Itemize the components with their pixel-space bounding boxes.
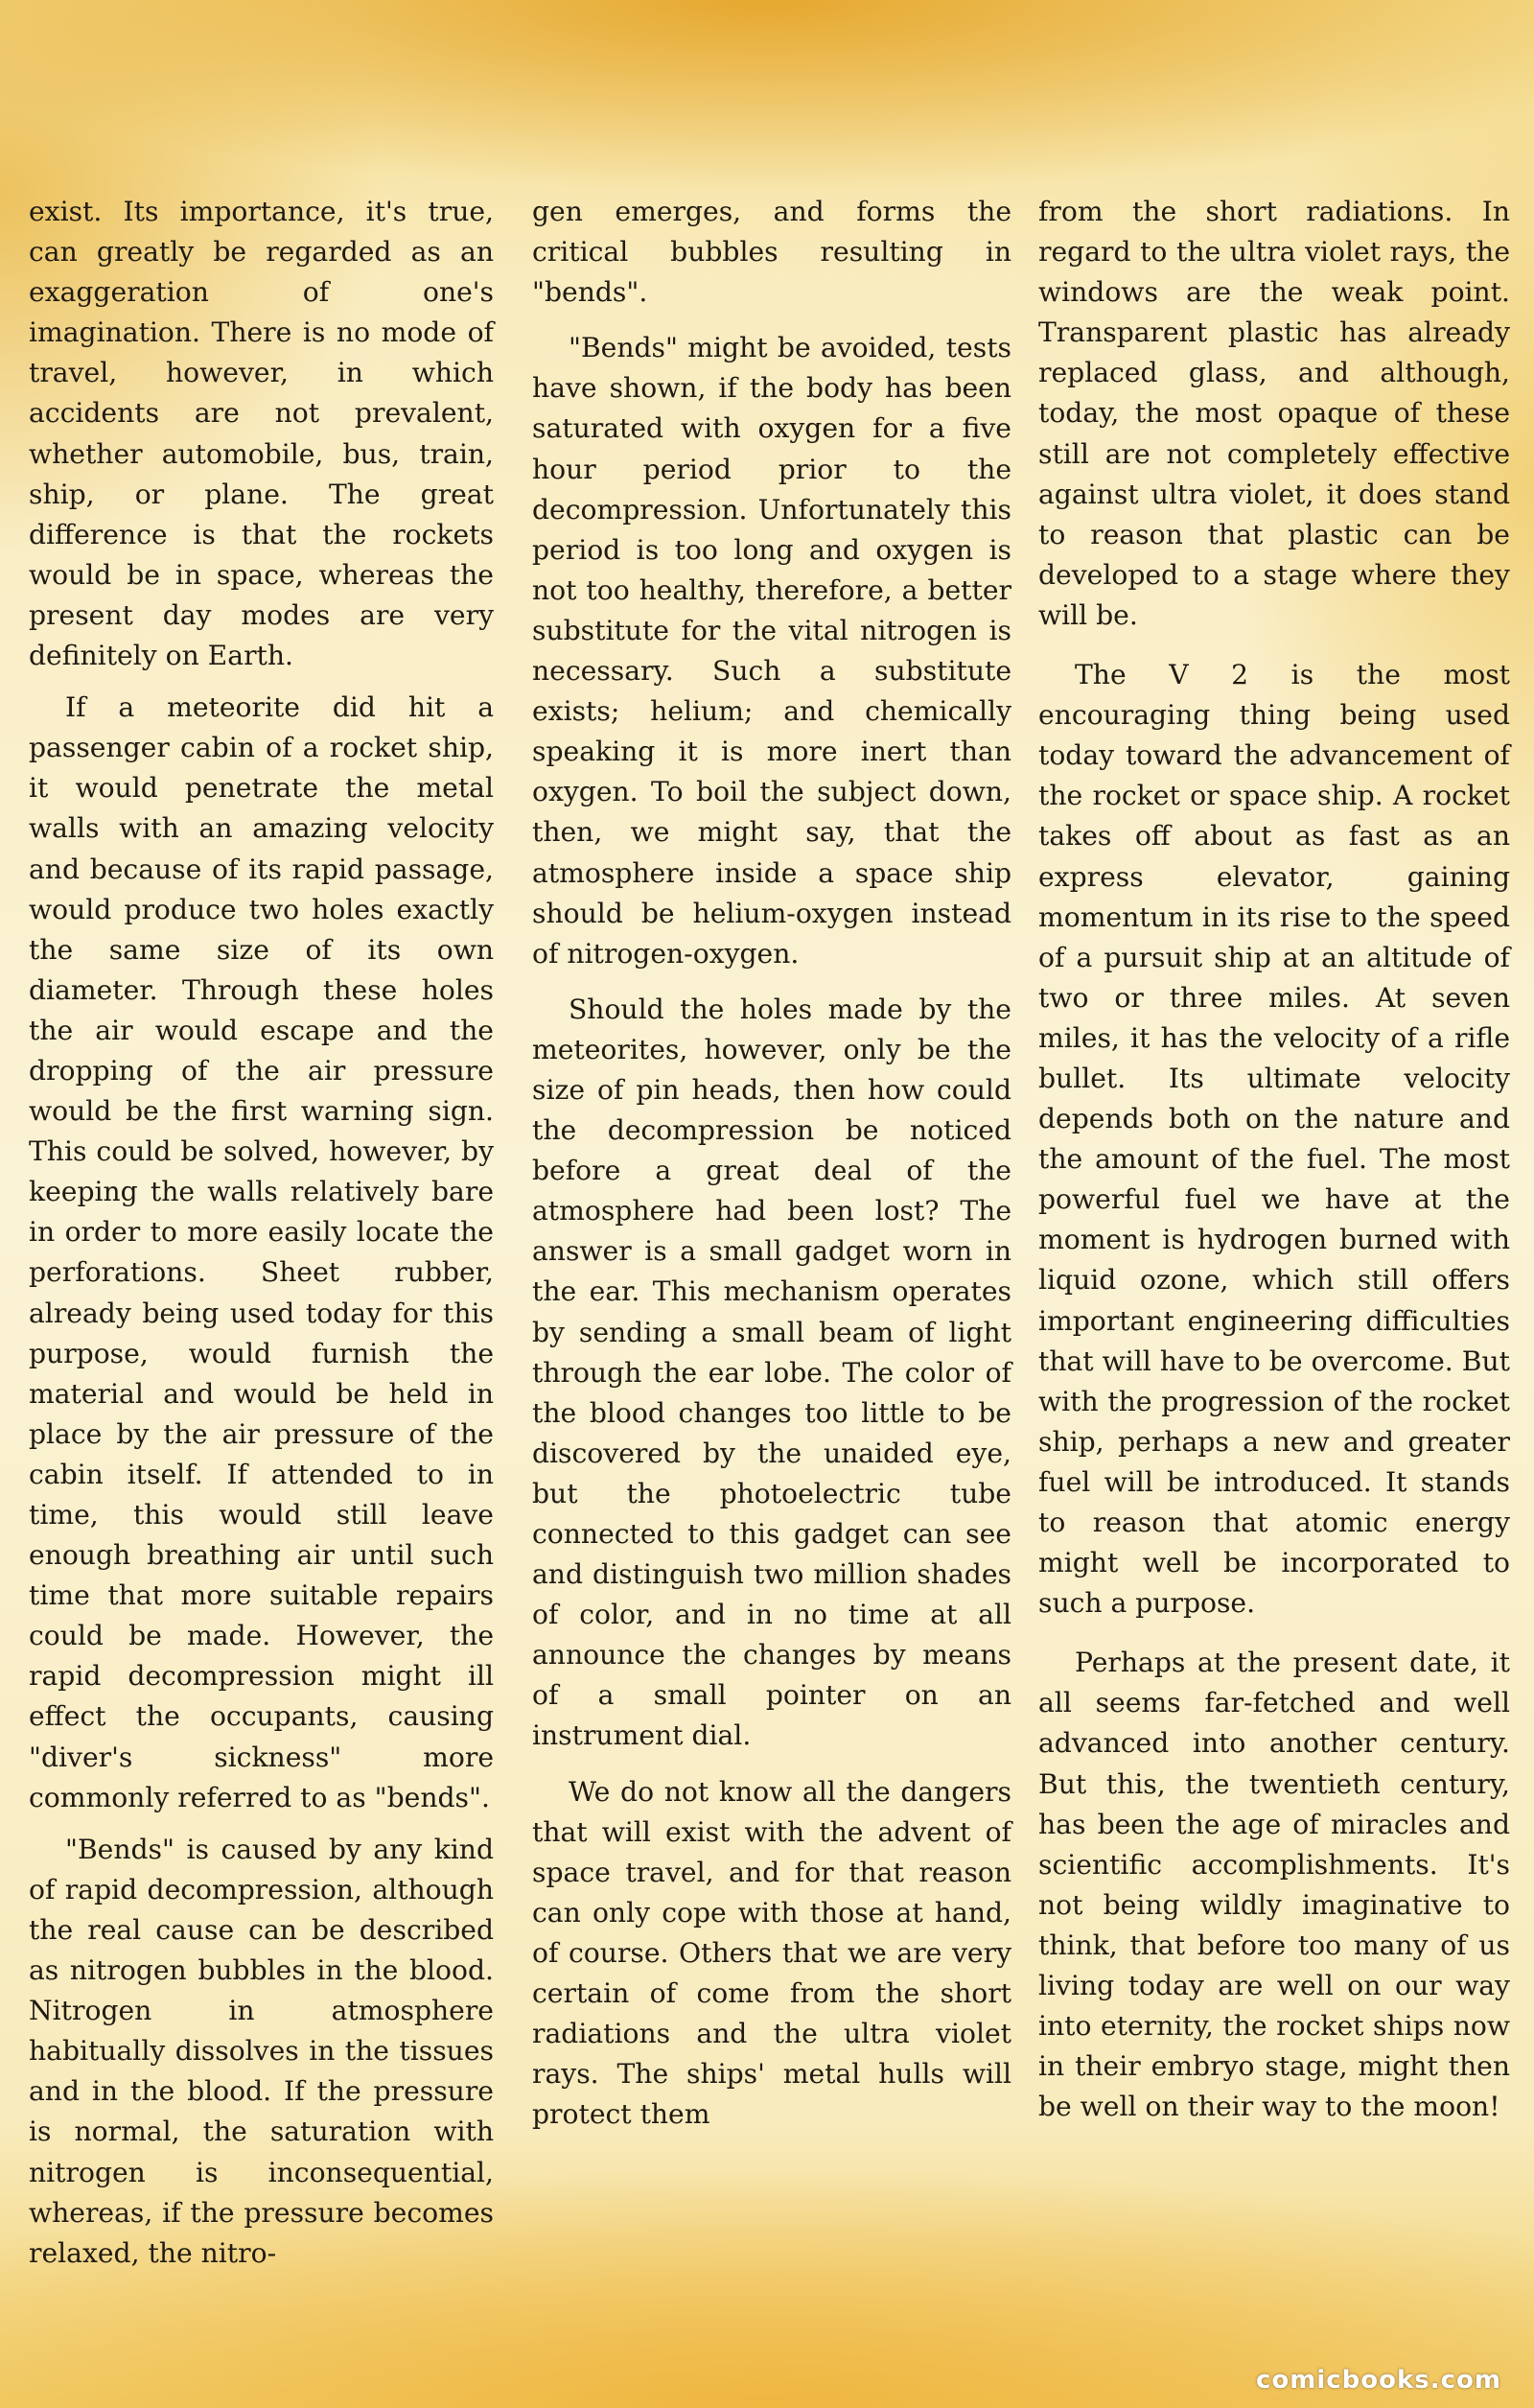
paragraph: from the short radiations. In regard to the ultra violet rays, the windows are the weak point. Transparent plastic has already replaced glass, and although, today, the most opaque of these still are not completely effective against ultra violet, it does stand to reason that plastic can be developed to a stage where they will be. bbox=[1038, 196, 1510, 631]
paragraph: exist. Its importance, it's true, can greatly be regarded as an exaggeration of one's imagination. There is no mode of travel, however, in which accidents are not prevalent, whether automobile, bus, train, ship, or plane. The great difference is that the rockets would be in space, whereas the present day modes are very definitely on Earth. bbox=[29, 196, 494, 672]
paragraph: Should the holes made by the meteorites, however, only be the size of pin heads, then how could the decompression be noticed before a great deal of the atmosphere had been lost? The answer is a small gadget worn in the ear. This mechanism operates by sending a small beam of light through the ear lobe. The color of the blood changes too little to be discovered by the unaided eye, but the photoelectric tube connected to this gadget can see and distinguish two million shades of color, and in no time at all announce the changes by means of a small pointer on an instrument dial. bbox=[532, 993, 1011, 1752]
paragraph: gen emerges, and forms the critical bubbles resulting in "bends". bbox=[532, 196, 1011, 309]
text-column-3 bbox=[1038, 192, 1510, 2127]
source-watermark: comicbooks.com bbox=[1255, 2366, 1501, 2395]
article-body bbox=[29, 192, 1515, 2269]
paragraph: The V 2 is the most encouraging thing being used today toward the advancement of the rocket or space ship. A rocket takes off about as fast as an express elevator, gaining momentum in its rise to the speed of a pursuit ship at an altitude of two or three miles. At seven miles, it has the velocity of a rifle bullet. Its ultimate velocity depends both on the nature and the amount of the fuel. The most powerful fuel we have at the moment is hydrogen burned with liquid ozone, which still offers important engineering difficulties that will have to be overcome. But with the progression of the rocket ship, perhaps a new and greater fuel will be introduced. It stands to reason that atomic energy might well be incorporated to such a purpose. bbox=[1038, 659, 1510, 1620]
text-column-1 bbox=[29, 192, 494, 2274]
paragraph: We do not know all the dangers that will exist with the advent of space travel, and for that reason can only cope with those at hand, of course. Others that we are very certain of come from the short radiations and the ultra violet rays. The ships' metal hulls will protect them bbox=[532, 1775, 1011, 2131]
paragraph: Perhaps at the present date, it all seems far-fetched and well advanced into another century. But this, the twentieth century, has been the age of miracles and scientific accomplishments. It's not being wildly imaginative to think, that before too many of us living today are well on our way into eternity, the rocket ships now in their embryo stage, might then be well on their way to the moon! bbox=[1038, 1647, 1510, 2123]
paragraph: "Bends" might be avoided, tests have shown, if the body has been saturated with oxygen for a five hour period prior to the decompression. Unfortunately this period is too long and oxygen is not too healthy, therefore, a better substitute for the vital nitrogen is necessary. Such a substitute exists; helium; and chemically speaking it is more inert than oxygen. To boil the subject down, then, we might say, that the atmosphere inside a space ship should be helium-oxygen instead of nitrogen-oxygen. bbox=[532, 332, 1011, 970]
text-column-2 bbox=[532, 192, 1011, 2135]
paragraph: If a meteorite did hit a passenger cabin of a rocket ship, it would penetrate the metal walls with an amazing velocity and because of its rapid passage, would produce two holes exactly the same size of its own diameter. Through these holes the air would escape and the dropping of the air pressure would be the first warning sign. This could be solved, however, by keeping the walls relatively bare in order to more easily locate the perforations. Sheet rubber, already being used today for this purpose, would furnish the material and would be held in place by the air pressure of the cabin itself. If attended to in time, this would still leave enough breathing air until such time that more suitable repairs could be made. However, the rapid decompression might ill effect the occupants, causing "diver's sickness" more commonly referred to as "bends". bbox=[29, 691, 494, 1813]
paragraph: "Bends" is caused by any kind of rapid decompression, although the real cause can be described as nitrogen bubbles in the blood. Nitrogen in atmosphere habitually dissolves in the tissues and in the blood. If the pressure is normal, the saturation with nitrogen is inconsequential, whereas, if the pressure becomes relaxed, the nitro- bbox=[29, 1833, 494, 2269]
